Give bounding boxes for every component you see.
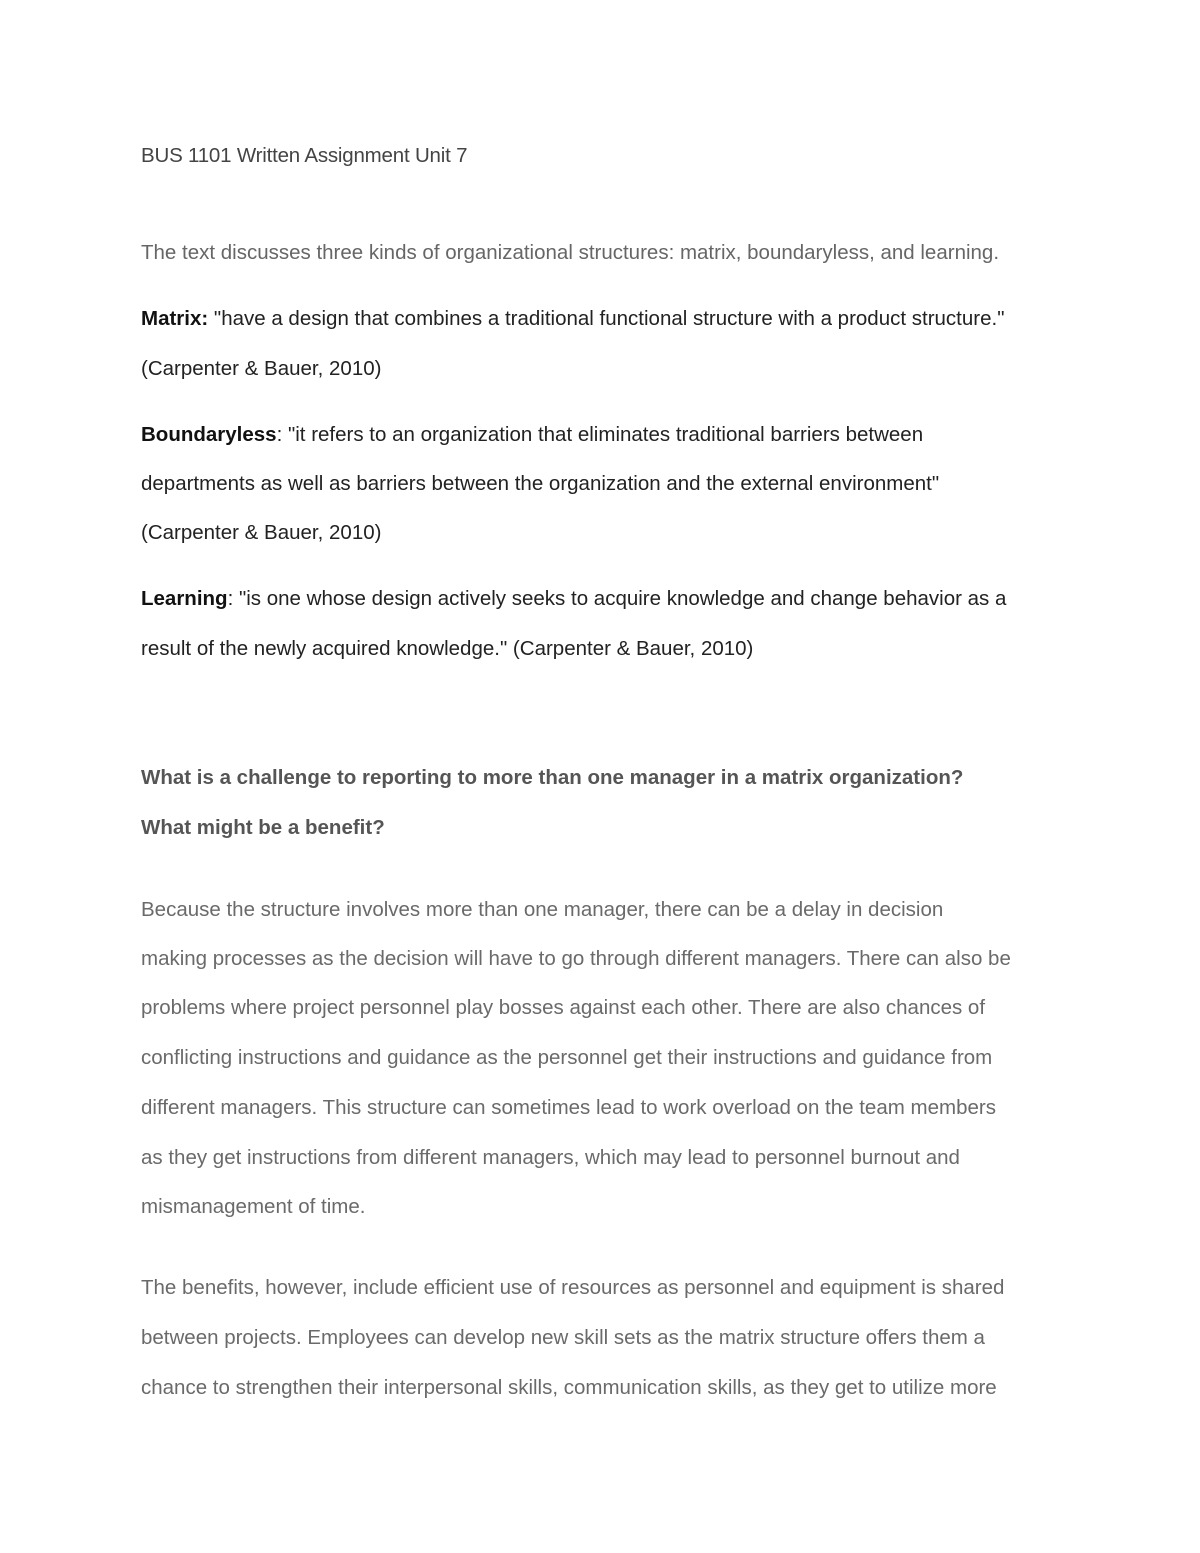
question-line-1: What is a challenge to reporting to more than one manager in a matrix organization? [141, 766, 964, 789]
answer-1-line-3: problems where project personnel play bosses against each other. There are also chances of [141, 996, 986, 1019]
definition-learning-text-1: : "is one whose design actively seeks to acquire knowledge and change behavior as a [227, 587, 1007, 610]
answer-2-line-3: chance to strengthen their interpersonal skills, communication skills, as they get to utilize more [141, 1376, 997, 1399]
definition-learning-line-1 [141, 586, 1006, 612]
definition-matrix-text-1: "have a design that combines a traditional functional structure with a product structure." [208, 307, 1005, 330]
definition-learning-line-2: result of the newly acquired knowledge." (Carpenter & Bauer, 2010) [141, 637, 754, 660]
answer-1-line-4: conflicting instructions and guidance as the personnel get their instructions and guidance from [141, 1046, 993, 1069]
definition-term-boundaryless: Boundaryless [141, 423, 277, 446]
answer-1-line-6: as they get instructions from different managers, which may lead to personnel burnout and [141, 1146, 960, 1169]
definition-boundaryless-text-1: : "it refers to an organization that eliminates traditional barriers between [276, 423, 924, 446]
answer-2-line-1: The benefits, however, include efficient use of resources as personnel and equipment is shared [141, 1276, 1005, 1299]
definition-term-matrix: Matrix: [141, 307, 209, 330]
intro-paragraph: The text discusses three kinds of organizational structures: matrix, boundaryless, and learning. [141, 241, 1000, 264]
definition-term-learning: Learning [141, 587, 228, 610]
definition-matrix-line-1 [141, 306, 1004, 332]
definition-boundaryless-line-3: (Carpenter & Bauer, 2010) [141, 521, 382, 544]
answer-1-line-5: different managers. This structure can sometimes lead to work overload on the team members [141, 1096, 996, 1119]
document-title: BUS 1101 Written Assignment Unit 7 [141, 144, 468, 167]
answer-1-line-7: mismanagement of time. [141, 1195, 366, 1218]
definition-matrix-line-2: (Carpenter & Bauer, 2010) [141, 357, 382, 380]
definition-boundaryless-line-1 [141, 422, 923, 448]
answer-1-line-1: Because the structure involves more than one manager, there can be a delay in decision [141, 898, 944, 921]
question-line-2: What might be a benefit? [141, 816, 385, 839]
answer-2-line-2: between projects. Employees can develop new skill sets as the matrix structure offers them a [141, 1326, 985, 1349]
definition-boundaryless-line-2: departments as well as barriers between the organization and the external environment" [141, 472, 940, 495]
answer-1-line-2: making processes as the decision will have to go through different managers. There can also be [141, 947, 1011, 970]
